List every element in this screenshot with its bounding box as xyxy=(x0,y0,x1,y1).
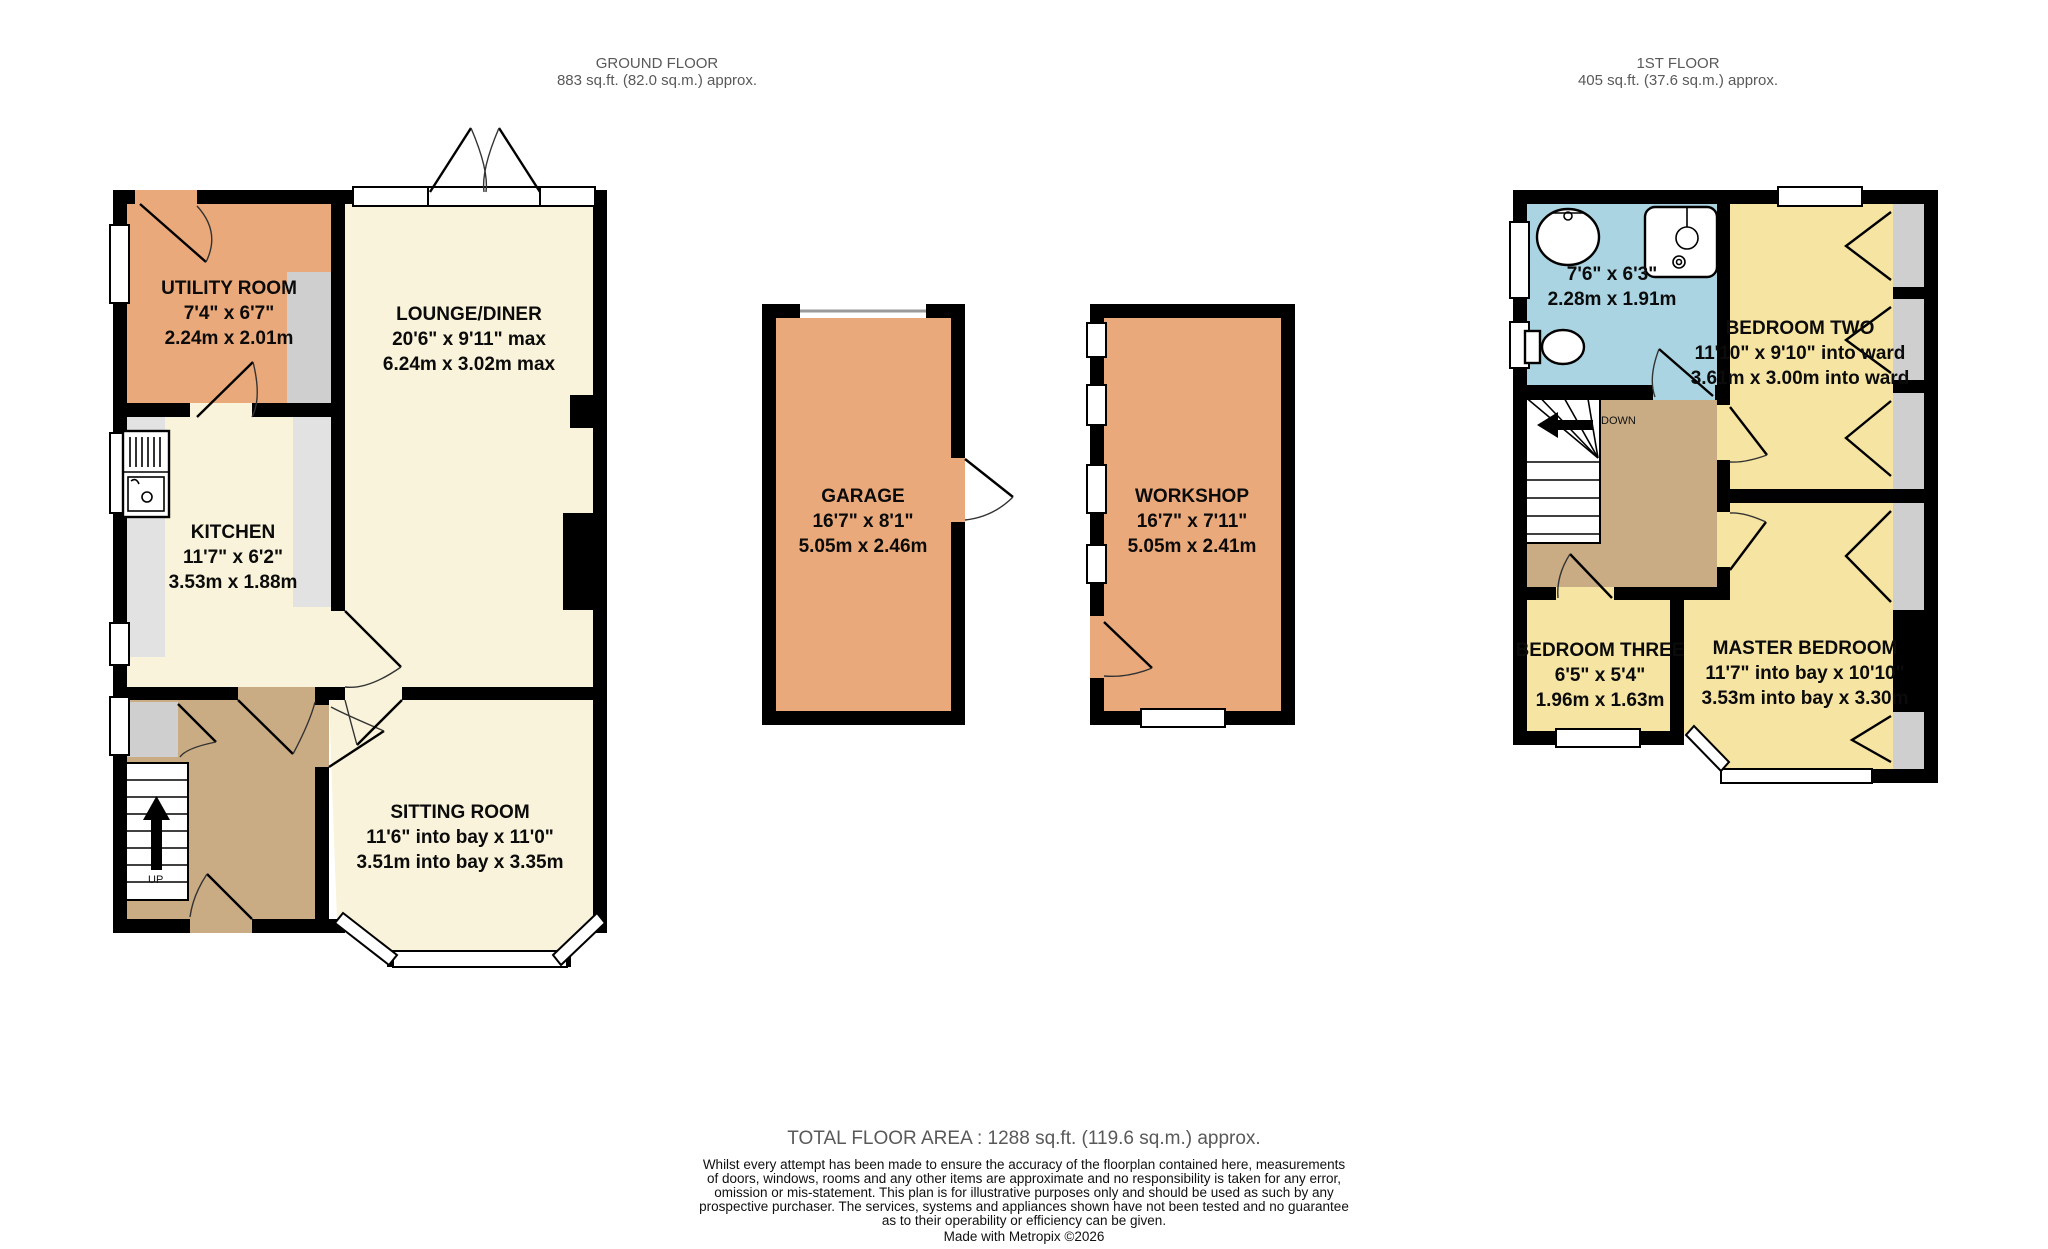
room-dim-imperial: 7'6" x 6'3" xyxy=(1566,264,1658,285)
up-arrow-shaft xyxy=(151,815,162,870)
disclaimer-line: prospective purchaser. The services, systems and appliances shown have not been tested and no guarantee xyxy=(699,1199,1349,1214)
room-label-bedroom-two xyxy=(1691,316,1910,391)
bay-window-bottom xyxy=(393,951,567,967)
room-label-utility xyxy=(161,276,297,351)
room-dim-metric: 6.24m x 3.02m max xyxy=(382,354,556,375)
master-bay-window-bottom xyxy=(1721,769,1872,783)
french-door-leaf xyxy=(499,128,540,192)
room-dim-metric: 3.51m into bay x 3.35m xyxy=(356,852,564,873)
room-name: SITTING ROOM xyxy=(390,802,530,823)
disclaimer-line: omission or mis-statement. This plan is for illustrative purposes only and should be used as such by any xyxy=(714,1185,1334,1200)
room-dim-metric: 1.96m x 1.63m xyxy=(1535,690,1665,711)
room-label-workshop xyxy=(1128,484,1257,559)
hall-recess xyxy=(127,702,178,757)
room-dim-imperial: 11'7" into bay x 10'10" xyxy=(1705,663,1905,684)
kitchen-counter-right xyxy=(293,417,331,607)
ground-floor-title: GROUND FLOOR xyxy=(595,55,719,72)
disclaimer xyxy=(0,1158,2048,1228)
chimney-pillar-small xyxy=(570,395,593,428)
room-name: GARAGE xyxy=(821,486,905,507)
stairs-down-label: DOWN xyxy=(1601,415,1636,427)
disclaimer-line: as to their operability or efficiency can be given. xyxy=(881,1213,1167,1228)
chimney-breast xyxy=(563,513,593,610)
room-dim-metric: 3.61m x 3.00m into ward xyxy=(1690,368,1910,389)
room-dim-imperial: 11'6" into bay x 11'0" xyxy=(366,827,554,848)
ground-floor-area: 883 sq.ft. (82.0 sq.m.) approx. xyxy=(556,72,758,89)
room-label-garage xyxy=(799,484,928,559)
wardrobe-divider xyxy=(1893,287,1924,299)
room-name: MASTER BEDROOM xyxy=(1712,638,1898,659)
room-label-lounge xyxy=(383,302,555,377)
room-name: BEDROOM THREE xyxy=(1515,640,1685,661)
kitchen-sink xyxy=(123,431,169,517)
room-dim-metric: 5.05m x 2.46m xyxy=(798,536,928,557)
room-dim-imperial: 6'5" x 5'4" xyxy=(1554,665,1646,686)
room-dim-metric: 5.05m x 2.41m xyxy=(1127,536,1257,557)
room-dim-imperial: 11'7" x 6'2" xyxy=(183,547,283,568)
french-door-leaf xyxy=(430,128,471,192)
room-dim-metric: 2.24m x 2.01m xyxy=(164,328,294,349)
first-floor-header xyxy=(1578,55,1778,89)
basin xyxy=(1537,209,1599,265)
room-name: WORKSHOP xyxy=(1135,486,1249,507)
room-dim-metric: 3.53m into bay x 3.30m xyxy=(1701,688,1909,709)
first-floor-title: 1ST FLOOR xyxy=(1636,55,1720,72)
room-label-kitchen xyxy=(169,520,298,595)
room-dim-metric: 2.28m x 1.91m xyxy=(1547,289,1677,310)
room-dim-imperial: 16'7" x 7'11" xyxy=(1136,511,1248,532)
room-dim-imperial: 20'6" x 9'11" max xyxy=(392,329,546,350)
room-name: BEDROOM TWO xyxy=(1725,318,1875,339)
room-dim-metric: 3.53m x 1.88m xyxy=(168,572,298,593)
ground-floor-header xyxy=(557,55,757,89)
room-label-sitting xyxy=(357,800,564,875)
room-name: KITCHEN xyxy=(190,522,276,543)
room-dim-imperial: 7'4" x 6'7" xyxy=(183,303,275,324)
room-name: UTILITY ROOM xyxy=(161,278,297,299)
room-label-master xyxy=(1702,636,1909,711)
room-label-bedroom-three xyxy=(1516,638,1685,713)
first-floor-area: 405 sq.ft. (37.6 sq.m.) approx. xyxy=(1577,72,1779,89)
room-dim-imperial: 16'7" x 8'1" xyxy=(812,511,914,532)
toilet xyxy=(1525,330,1584,364)
disclaimer-line: Whilst every attempt has been made to ensure the accuracy of the floorplan contained here, measurements xyxy=(702,1157,1346,1172)
room-name: LOUNGE/DINER xyxy=(396,304,542,325)
room-label-bathroom xyxy=(1548,262,1677,312)
stairs-down xyxy=(1524,387,1600,543)
disclaimer-line: of doors, windows, rooms and any other items are approximate and no responsibility is taken for any error, xyxy=(706,1171,1342,1186)
stairs-up-label: UP xyxy=(148,874,164,886)
total-floor-area: TOTAL FLOOR AREA : 1288 sq.ft. (119.6 sq.m.) approx. xyxy=(787,1128,1261,1149)
credit: Made with Metropix ©2026 xyxy=(943,1229,1105,1244)
room-dim-imperial: 11'10" x 9'10" into ward xyxy=(1694,343,1906,364)
down-arrow-shaft xyxy=(1553,420,1593,430)
lounge-floor xyxy=(345,204,593,687)
